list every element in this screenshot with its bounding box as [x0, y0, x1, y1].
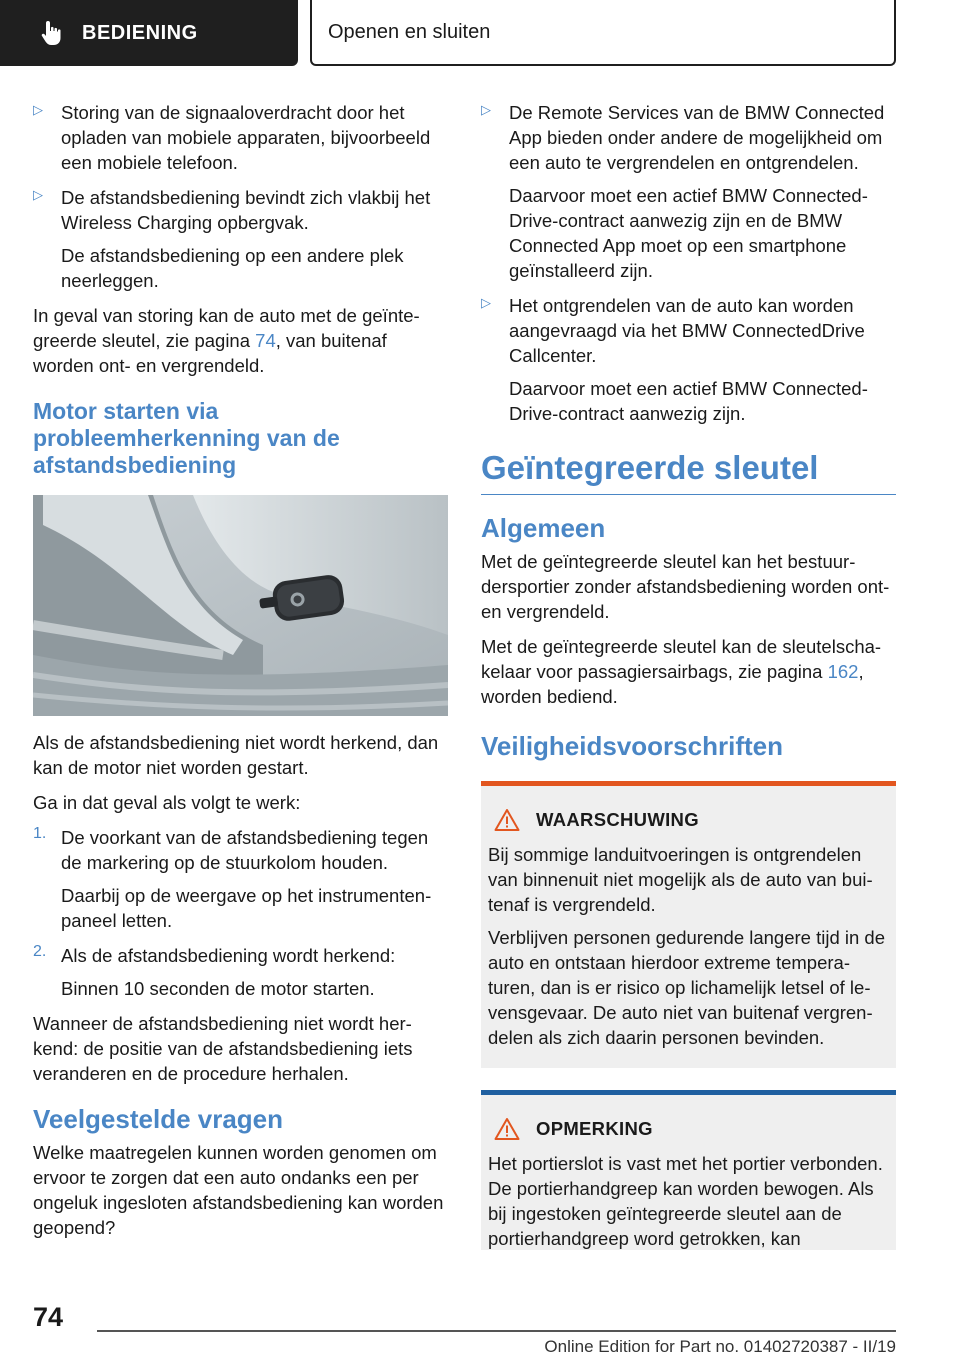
- list-item: [481, 100, 896, 283]
- step-text: Als de afstandsbediening wordt herkend:: [61, 945, 396, 966]
- chapter-title: Openen en sluiten: [328, 20, 491, 43]
- step-number: 2.: [33, 943, 47, 960]
- triangle-bullet-icon: ▷: [33, 187, 43, 202]
- list-item-subtext: De afstandsbediening op een andere plek neerleggen.: [61, 245, 404, 291]
- faq-paragraph: Welke maatregelen kunnen worden genomen om ervoor te zorgen dat een auto ondanks een per ongeluk ingesloten afstandsbediening kan worden geopend?: [33, 1142, 444, 1238]
- section-title: BEDIENING: [82, 21, 198, 44]
- steering-column-key-photo: [33, 495, 448, 716]
- general-paragraph-2: Met de geïntegreerde sleutel kan de sleutelschakelaar voor passagiersairbags, zie pagina 162, worden bediend.: [481, 636, 882, 707]
- note-box: [481, 1090, 896, 1250]
- step-subtext: Binnen 10 seconden de motor starten.: [61, 978, 375, 999]
- warning-box: [481, 781, 896, 1068]
- page-header: [0, 0, 960, 66]
- warning-text-2: Verblijven personen gedurende langere tijd in de auto en ontstaan hierdoor extreme temperaturen, dan is er risico op lichamelijk letsel of levensgevaar. De auto niet van buitenaf vergrendelen als zich daarin personen bevinden.: [488, 927, 886, 1048]
- list-item: [33, 185, 448, 293]
- triangle-bullet-icon: ▷: [481, 102, 491, 117]
- page-link[interactable]: 74: [255, 330, 276, 351]
- list-item: [33, 100, 448, 175]
- page-number: 74: [33, 1302, 64, 1332]
- warning-triangle-icon: [494, 1117, 520, 1141]
- list-item: [481, 293, 896, 426]
- warning-text-1: Bij sommige landuitvoeringen is ontgrendelen van binnenuit niet mogelijk als de auto van buitenaf is vergrendeld.: [488, 844, 873, 915]
- step-subtext: Daarbij op de weergave op het instrumentenpaneel letten.: [61, 885, 432, 931]
- storing-paragraph: In geval van storing kan de auto met de geïntegreerde sleutel, zie pagina 74, van buitenaf worden ont- en vergrendeld.: [33, 305, 420, 376]
- note-text-1: Het portierslot is vast met het portier verbonden. De portierhandgreep kan worden bewogen. Als bij ingestoken geïntegreerde sleutel aan de portierhandgreep word getrokken, kan: [488, 1153, 883, 1249]
- footer-divider: [97, 1330, 896, 1332]
- left-column: [33, 100, 448, 1250]
- right-column: [481, 100, 896, 1250]
- warning-label: WAARSCHUWING: [536, 809, 699, 830]
- edition-text: Online Edition for Part no. 01402720387 - II/19: [544, 1337, 896, 1356]
- step-number: 1.: [33, 825, 47, 842]
- list-item-subtext: Daarvoor moet een actief BMW ConnectedDrive-contract aanwezig zijn.: [509, 378, 868, 424]
- heading-integrated-key: Geïntegreerde sleutel: [481, 448, 896, 495]
- heading-safety: Veiligheidsvoorschriften: [481, 731, 783, 761]
- triangle-bullet-icon: ▷: [33, 102, 43, 117]
- chapter-tab: [310, 0, 896, 66]
- page-link[interactable]: 162: [827, 661, 859, 682]
- step-text: De voorkant van de afstandsbediening tegen de markering op de stuurkolom houden.: [61, 827, 429, 873]
- list-item-text: Het ontgrendelen van de auto kan worden aangevraagd via het BMW ConnectedDrive Callcenter.: [509, 295, 865, 366]
- not-recognised-paragraph: Als de afstandsbediening niet wordt herkend, dan kan de motor niet worden gestart.: [33, 732, 439, 778]
- warning-header: [494, 808, 888, 832]
- note-header: [494, 1117, 888, 1141]
- general-paragraph-1: Met de geïntegreerde sleutel kan het bestuurdersportier zonder afstandsbediening worden ont- en vergrendeld.: [481, 551, 890, 622]
- heading-faq: Veelgestelde vragen: [33, 1104, 284, 1134]
- list-item: [33, 943, 448, 1001]
- triangle-bullet-icon: ▷: [481, 295, 491, 310]
- proceed-paragraph: Ga in dat geval als volgt te werk:: [33, 792, 301, 813]
- section-tab: [0, 0, 298, 66]
- heading-motor-start: Motor starten via probleemherkenning van de afstandsbediening: [33, 398, 340, 478]
- warning-triangle-icon: [494, 808, 520, 832]
- retry-paragraph: Wanneer de afstandsbediening niet wordt herkend: de positie van de afstandsbediening iets veranderen en de procedure herhalen.: [33, 1013, 413, 1084]
- heading-general: Algemeen: [481, 513, 606, 543]
- list-item: [33, 825, 448, 933]
- list-item-text: Storing van de signaaloverdracht door het opladen van mobiele apparaten, bijvoorbeeld een mobiele telefoon.: [61, 102, 431, 173]
- list-item-text: De afstandsbediening bevindt zich vlakbij het Wireless Charging opbergvak.: [61, 187, 431, 233]
- list-item-subtext: Daarvoor moet een actief BMW ConnectedDrive-contract aanwezig zijn en de BMW Connected App moet op een smartphone geïnstalleerd zijn.: [509, 185, 868, 281]
- list-item-text: De Remote Services van de BMW Connected App bieden onder andere de mogelijkheid om een auto te vergrendelen en ontgrendelen.: [509, 102, 885, 173]
- hand-pointer-icon: [38, 18, 68, 48]
- note-label: OPMERKING: [536, 1118, 653, 1139]
